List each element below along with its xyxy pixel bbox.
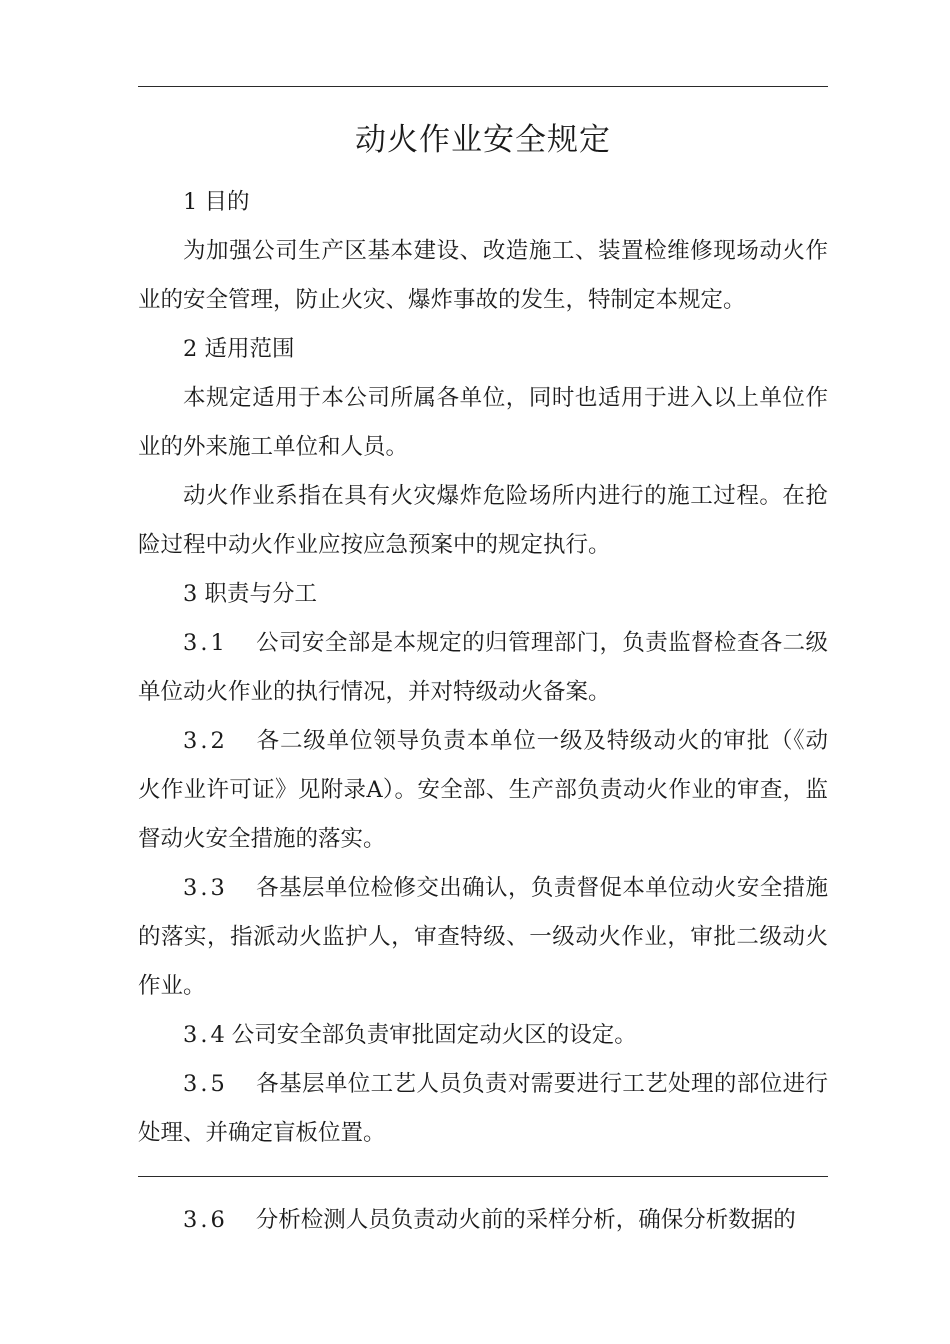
clause-paragraph bbox=[138, 864, 828, 1011]
section-heading: 2 适用范围 bbox=[183, 336, 295, 362]
header-rule bbox=[138, 86, 828, 87]
clause-paragraph bbox=[138, 1196, 828, 1245]
clause-text: 各基层单位检修交出确认，负责督促本单位动火安全措施的落实，指派动火监护人，审查特级、一级动火作业，审批二级动火作业。 bbox=[138, 875, 828, 999]
clause-number: 3.3 bbox=[183, 875, 228, 901]
clause-text: 各基层单位工艺人员负责对需要进行工艺处理的部位进行处理、并确定盲板位置。 bbox=[138, 1071, 828, 1146]
body-paragraph: 本规定适用于本公司所属各单位，同时也适用于进入以上单位作业的外来施工单位和人员。 bbox=[138, 385, 828, 460]
body-paragraph: 为加强公司生产区基本建设、改造施工、装置检维修现场动火作业的安全管理，防止火灾、爆炸事故的发生，特制定本规定。 bbox=[138, 238, 828, 313]
body-paragraph: 动火作业系指在具有火灾爆炸危险场所内进行的施工过程。在抢险过程中动火作业应按应急预案中的规定执行。 bbox=[138, 483, 828, 558]
clause-text: 公司安全部负责审批固定动火区的设定。 bbox=[231, 1022, 637, 1048]
clause-number: 3.5 bbox=[183, 1071, 228, 1097]
clause-number: 3.6 bbox=[183, 1207, 228, 1233]
document-body-page2 bbox=[138, 1196, 828, 1245]
clause-number: 3.4 bbox=[183, 1022, 228, 1048]
page-break-rule bbox=[138, 1176, 828, 1177]
clause-number: 3.1 bbox=[183, 630, 228, 656]
document-body-page1 bbox=[138, 178, 828, 1158]
clause-paragraph bbox=[138, 1011, 828, 1060]
clause-paragraph bbox=[138, 1060, 828, 1158]
clause-paragraph bbox=[138, 619, 828, 717]
clause-paragraph bbox=[138, 717, 828, 864]
clause-number: 3.2 bbox=[183, 728, 228, 754]
section-heading: 1 目的 bbox=[183, 189, 250, 215]
clause-text: 公司安全部是本规定的归管理部门，负责监督检查各二级单位动火作业的执行情况，并对特级动火备案。 bbox=[138, 630, 828, 705]
document-title: 动火作业安全规定 bbox=[355, 122, 611, 158]
clause-text: 各二级单位领导负责本单位一级及特级动火的审批（《动火作业许可证》见附录A）。安全部、生产部负责动火作业的审查，监督动火安全措施的落实。 bbox=[138, 728, 828, 852]
clause-text: 分析检测人员负责动火前的采样分析，确保分析数据的 bbox=[255, 1207, 796, 1233]
section-heading: 3 职责与分工 bbox=[183, 581, 317, 607]
